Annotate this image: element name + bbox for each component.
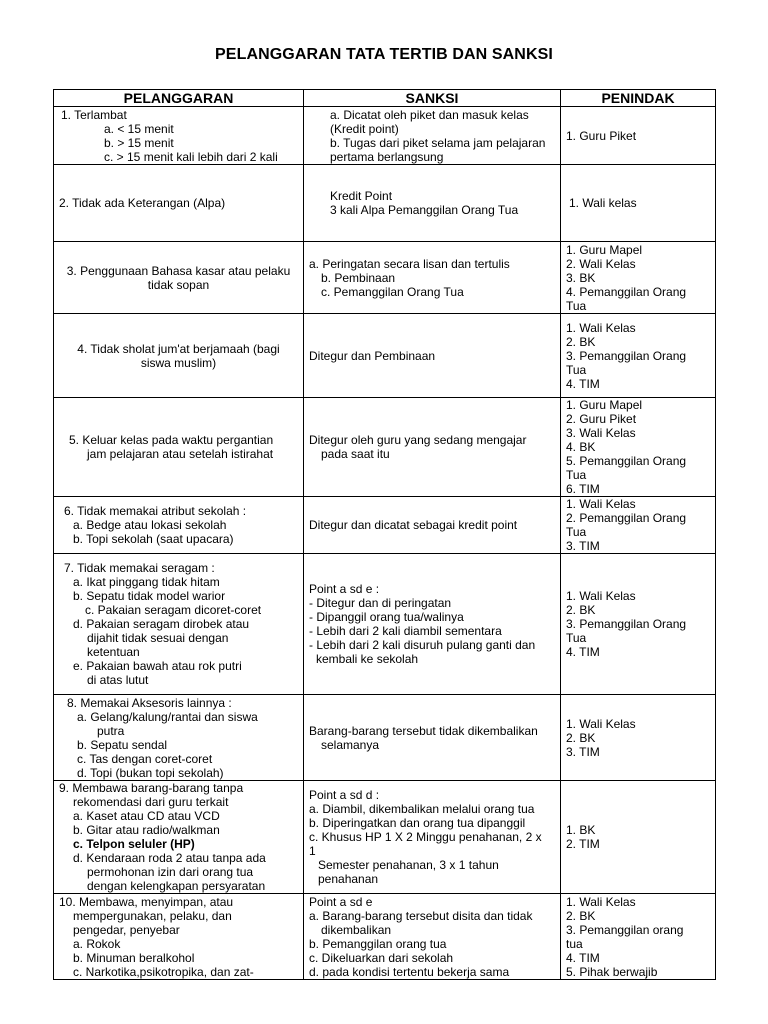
cell-text-line: 4. Pemanggilan Orang [566, 284, 687, 299]
cell-text-line: 6. Tidak memakai atribut sekolah : [64, 504, 247, 518]
pelanggaran-cell [54, 314, 304, 398]
pelanggaran-cell [54, 894, 304, 980]
cell-text-line: penahanan [318, 872, 379, 886]
cell-text-line: 2. TIM [566, 837, 600, 851]
pelanggaran-cell [54, 398, 304, 497]
cell-text-line: 2. BK [566, 730, 596, 745]
pelanggaran-cell [54, 695, 304, 781]
cell-text-line: 2. BK [566, 908, 596, 923]
cell-text-line: Tua [566, 631, 587, 645]
cell-text-line: b. Diperingatkan dan orang tua dipanggil [309, 816, 526, 830]
cell-text-line: 1. Wali Kelas [566, 589, 636, 603]
cell-text-line: 4. TIM [566, 376, 600, 391]
cell-text-line: 3. Penggunaan Bahasa kasar atau pelaku tidak sopan [66, 263, 291, 292]
cell-text-line: dikembalikan [321, 922, 392, 937]
cell-text-line: d. Pakaian seragam dirobek atau [73, 617, 250, 631]
cell-text-line: Point a sd e : [309, 582, 380, 596]
cell-text-line: pengedar, penyebar [73, 922, 180, 937]
cell-text-line: 3. Pemanggilan Orang [566, 617, 687, 631]
cell-text-line: 10. Membawa, menyimpan, atau [59, 894, 234, 909]
header-sanksi: SANKSI [304, 90, 561, 107]
cell-text-line: a. < 15 menit [104, 121, 174, 136]
cell-text-line: c. Telpon seluler (HP) [73, 837, 195, 851]
cell-text-line: b. Sepatu tidak model warior [73, 589, 226, 603]
cell-text-line: b. Sepatu sendal [77, 737, 168, 752]
penindak-cell [561, 314, 716, 398]
cell-text-line: 1 [309, 844, 316, 858]
cell-text-line: dijahit tidak sesuai dengan [87, 631, 229, 645]
cell-text-line: - Dipanggil orang tua/walinya [309, 610, 464, 624]
cell-text-line: d. Topi (bukan topi sekolah) [77, 765, 224, 780]
cell-text-line: 1. BK [566, 823, 596, 837]
cell-text-line: 9. Membawa barang-barang tanpa [59, 781, 244, 795]
cell-text-line: pada saat itu [321, 447, 390, 461]
sanksi-cell [304, 242, 561, 314]
cell-text-line: b. > 15 menit [104, 135, 174, 150]
cell-text-line: 4. BK [566, 440, 596, 454]
sanksi-cell [304, 497, 561, 554]
sanksi-cell [304, 165, 561, 242]
cell-text-line: 3. BK [566, 270, 596, 285]
sanksi-cell [304, 894, 561, 980]
cell-text-line: 2. BK [566, 603, 596, 617]
cell-text-line: 1. Guru Piket [566, 128, 637, 143]
cell-text-line: 2. Guru Piket [566, 412, 637, 426]
cell-text-line: Semester penahanan, 3 x 1 tahun [318, 858, 499, 872]
cell-text-line: 7. Tidak memakai seragam : [64, 561, 215, 575]
cell-text-line: Point a sd e [309, 894, 373, 909]
cell-text-line: ketentuan [87, 645, 140, 659]
document-title: PELANGGARAN TATA TERTIB DAN SANKSI [215, 46, 553, 63]
cell-text-line: di atas lutut [87, 673, 149, 687]
cell-text-line: 2. Tidak ada Keterangan (Alpa) [59, 196, 226, 210]
cell-text-line: Point a sd d : [309, 788, 380, 802]
cell-text-line: Ditegur dan dicatat sebagai kredit point [309, 518, 518, 532]
rules-table [53, 89, 716, 980]
cell-text-line: pertama berlangsung [330, 149, 444, 164]
cell-text-line: 2. BK [566, 334, 596, 349]
cell-text-line: b. Pembinaan [321, 270, 396, 285]
cell-text-line: Ditegur oleh guru yang sedang mengajar [309, 433, 527, 447]
cell-text-line: 1. Guru Mapel [566, 242, 643, 257]
cell-text-line: Tua [566, 298, 587, 313]
cell-text-line: putra [97, 723, 125, 738]
cell-text-line: 3. TIM [566, 744, 600, 759]
cell-text-line: Ditegur dan Pembinaan [309, 348, 436, 363]
cell-text-line: Kredit Point [330, 189, 393, 203]
cell-text-line: 2. Pemanggilan Orang [566, 511, 687, 525]
table-row [54, 107, 716, 165]
pelanggaran-cell [54, 497, 304, 554]
cell-text-line: 3. Pemanggilan orang [566, 922, 684, 937]
cell-text-line: d. pada kondisi tertentu bekerja sama [309, 964, 510, 979]
cell-text-line: 1. Terlambat [61, 107, 127, 122]
cell-text-line: (Kredit point) [330, 121, 399, 136]
cell-text-line: 6. TIM [566, 482, 600, 496]
cell-text-line: c. Narkotika,psikotropika, dan zat- [73, 964, 254, 979]
header-penindak: PENINDAK [561, 90, 716, 107]
cell-text-line: a. Dicatat oleh piket dan masuk kelas [330, 107, 529, 122]
cell-text-line: rekomendasi dari guru terkait [73, 795, 229, 809]
cell-text-line: 3 kali Alpa Pemanggilan Orang Tua [330, 203, 519, 217]
sanksi-cell [304, 398, 561, 497]
penindak-cell [561, 107, 716, 165]
table-row [54, 894, 716, 980]
table-header-row [54, 90, 716, 107]
cell-text-line: a. Barang-barang tersebut disita dan tidak [309, 908, 533, 923]
cell-text-line: b. Minuman beralkohol [73, 950, 195, 965]
cell-text-line: c. Khusus HP 1 X 2 Minggu penahanan, 2 x [309, 830, 542, 844]
penindak-cell [561, 242, 716, 314]
cell-text-line: 5. Pemanggilan Orang [566, 454, 687, 468]
cell-text-line: permohonan izin dari orang tua [87, 865, 254, 879]
cell-text-line: Tua [566, 525, 587, 539]
cell-text-line: a. Diambil, dikembalikan melalui orang tua [309, 802, 535, 816]
cell-text-line: 1. Wali Kelas [566, 716, 636, 731]
cell-text-line: a. Kaset atau CD atau VCD [73, 809, 220, 823]
penindak-cell [561, 398, 716, 497]
cell-text-line: tua [566, 936, 583, 951]
cell-text-line: 3. Wali Kelas [566, 426, 636, 440]
table-row [54, 398, 716, 497]
cell-text-line: c. Dikeluarkan dari sekolah [309, 950, 454, 965]
cell-text-line: 5. Keluar kelas pada waktu pergantian [69, 433, 274, 447]
cell-text-line: a. Rokok [73, 936, 121, 951]
header-pelanggaran: PELANGGARAN [54, 90, 304, 107]
cell-text-line: b. Pemanggilan orang tua [309, 936, 447, 951]
cell-text-line: a. Bedge atau lokasi sekolah [73, 518, 227, 532]
cell-text-line: Barang-barang tersebut tidak dikembalikan [309, 723, 538, 738]
cell-text-line: 1. Wali Kelas [566, 894, 636, 909]
table-row [54, 554, 716, 695]
cell-text-line: - Lebih dari 2 kali disuruh pulang ganti dan [309, 638, 536, 652]
sanksi-cell [304, 781, 561, 894]
cell-text-line: c. > 15 menit kali lebih dari 2 kali [104, 149, 278, 164]
pelanggaran-cell [54, 165, 304, 242]
penindak-cell [561, 695, 716, 781]
cell-text-line: Tua [566, 468, 587, 482]
cell-text-line: 5. Pihak berwajib [566, 964, 658, 979]
cell-text-line: jam pelajaran atau setelah istirahat [87, 447, 274, 461]
cell-text-line: c. Tas dengan coret-coret [77, 751, 213, 766]
table-row [54, 165, 716, 242]
cell-text-line: c. Pakaian seragam dicoret-coret [85, 603, 262, 617]
penindak-cell [561, 554, 716, 695]
cell-text-line: d. Kendaraan roda 2 atau tanpa ada [73, 851, 266, 865]
cell-text-line: b. Topi sekolah (saat upacara) [73, 532, 234, 546]
table-row [54, 242, 716, 314]
cell-text-line: b. Gitar atau radio/walkman [73, 823, 220, 837]
table-row [54, 314, 716, 398]
cell-text-line: 1. Guru Mapel [566, 398, 643, 412]
cell-text-line: 8. Memakai Aksesoris lainnya : [67, 695, 232, 710]
cell-text-line: - Lebih dari 2 kali diambil sementara [309, 624, 502, 638]
sanksi-cell [304, 314, 561, 398]
cell-text-line: 2. Wali Kelas [566, 256, 636, 271]
cell-text-line: c. Pemanggilan Orang Tua [321, 284, 464, 299]
cell-text-line: b. Tugas dari piket selama jam pelajaran [330, 135, 546, 150]
cell-text-line: 1. Wali kelas [569, 196, 637, 210]
table-row [54, 781, 716, 894]
pelanggaran-cell [54, 242, 304, 314]
sanksi-cell [304, 695, 561, 781]
sanksi-cell [304, 554, 561, 695]
cell-text-line: - Ditegur dan di peringatan [309, 596, 452, 610]
cell-text-line: 4. TIM [566, 950, 600, 965]
cell-text-line: 4. TIM [566, 645, 600, 659]
cell-text-line: Tua [566, 362, 587, 377]
cell-text-line: a. Peringatan secara lisan dan tertulis [309, 256, 510, 271]
cell-text-line: 3. TIM [566, 539, 600, 553]
penindak-cell [561, 497, 716, 554]
cell-text-line: a. Gelang/kalung/rantai dan siswa [77, 709, 258, 724]
cell-text-line: kembali ke sekolah [316, 652, 419, 666]
cell-text-line: 4. Tidak sholat jum'at berjamaah (bagi siswa muslim) [77, 341, 280, 370]
pelanggaran-cell [54, 781, 304, 894]
penindak-cell [561, 165, 716, 242]
cell-text-line: 3. Pemanggilan Orang [566, 348, 687, 363]
cell-text-line: 1. Wali Kelas [566, 497, 636, 511]
cell-text-line: selamanya [321, 737, 380, 752]
penindak-cell [561, 894, 716, 980]
table-row [54, 497, 716, 554]
pelanggaran-cell [54, 107, 304, 165]
cell-text-line: dengan kelengkapan persyaratan [87, 879, 266, 893]
sanksi-cell [304, 107, 561, 165]
table-row [54, 695, 716, 781]
penindak-cell [561, 781, 716, 894]
cell-text-line: mempergunakan, pelaku, dan [73, 908, 232, 923]
cell-text-line: 1. Wali Kelas [566, 320, 636, 335]
cell-text-line: e. Pakaian bawah atau rok putri [73, 659, 242, 673]
pelanggaran-cell [54, 554, 304, 695]
cell-text-line: a. Ikat pinggang tidak hitam [73, 575, 220, 589]
